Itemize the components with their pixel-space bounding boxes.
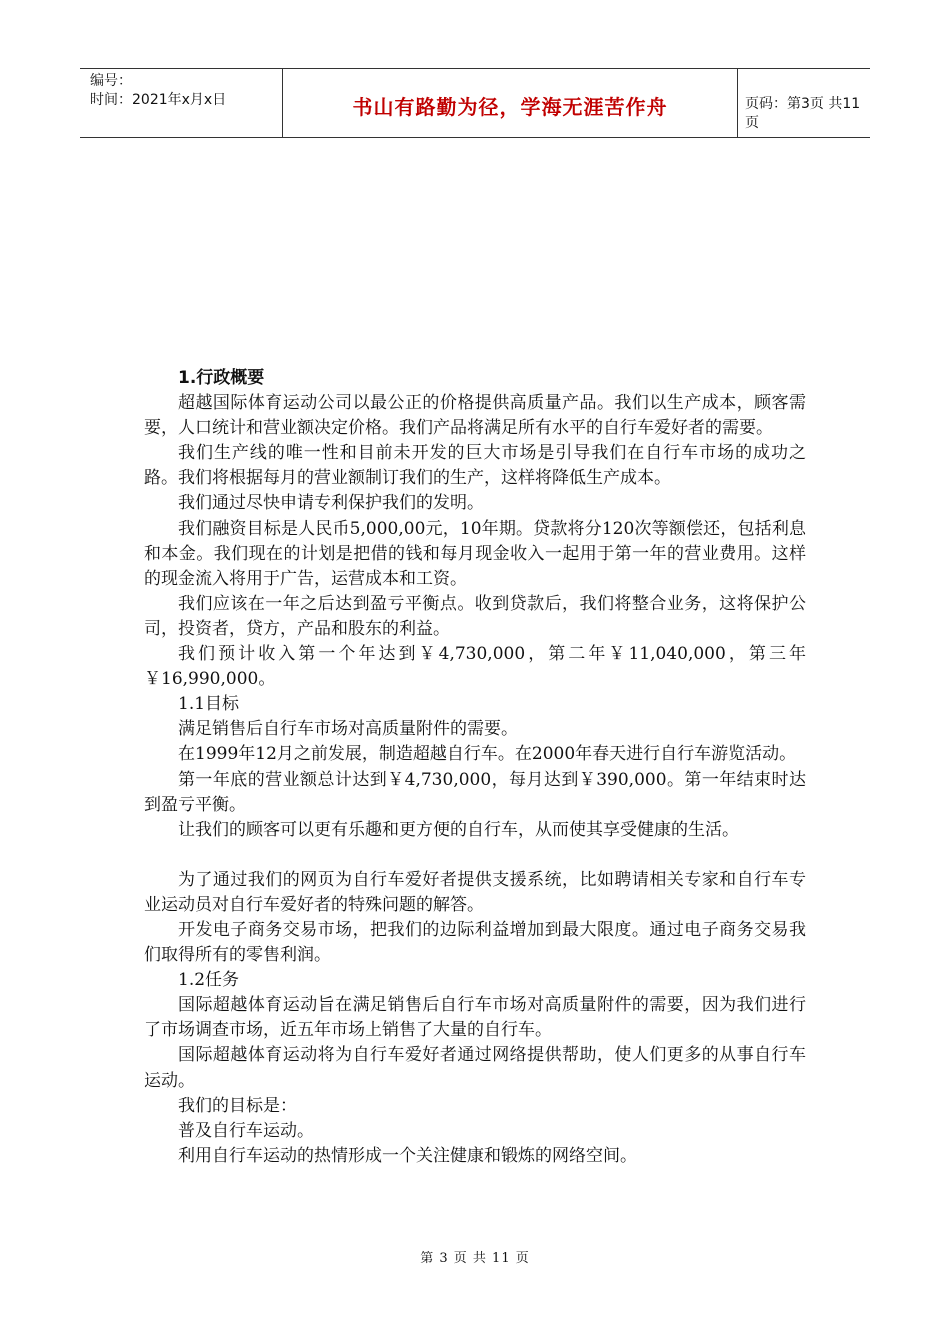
goal-item: 满足销售后自行车市场对高质量附件的需要。: [178, 719, 518, 740]
task-item: 国际超越体育运动将为自行车爱好者通过网络提供帮助，使人们更多的从事自行车运动。: [144, 1045, 806, 1091]
subsection-heading: 1.2任务: [178, 970, 240, 991]
paragraph: 我们预计收入第一个年达到￥4,730,000，第二年￥11,040,000，第三年￥16,990,000。: [144, 644, 806, 690]
goal-item: 开发电子商务交易市场，把我们的边际利益增加到最大限度。通过电子商务交易我们取得所有的零售利润。: [144, 919, 806, 966]
goal-item: 让我们的顾客可以更有乐趣和更方便的自行车，从而使其享受健康的生活。: [178, 819, 739, 840]
paragraph: 超越国际体育运动公司以最公正的价格提供高质量产品。我们以生产成本，顾客需要，人口统计和营业额决定价格。我们产品将满足所有水平的自行车爱好者的需要。: [144, 393, 806, 439]
paragraph: 我们应该在一年之后达到盈亏平衡点。收到贷款后，我们将整合业务，这将保护公司，投资者，贷方，产品和股东的利益。: [144, 593, 806, 639]
subsection-heading: 1.1目标: [178, 694, 240, 715]
goal-item: 在1999年12月之前发展，制造超越自行车。在2000年春天进行自行车游览活动。: [178, 744, 797, 765]
page-info: 页码：第3页 共11页: [745, 96, 861, 131]
paragraph: 我们通过尽快申请专利保护我们的发明。: [178, 493, 484, 514]
goal-item: 为了通过我们的网页为自行车爱好者提供支援系统，比如聘请相关专家和自行车专业运动员对自行车爱好者的特殊问题的解答。: [144, 869, 806, 915]
document-body: [144, 366, 806, 1169]
motto-text: 书山有路勤为径，学海无涯苦作舟: [352, 95, 668, 119]
task-item: 我们的目标是：: [178, 1095, 297, 1116]
page-footer: 第 3 页 共 11 页: [420, 1251, 530, 1266]
task-item: 普及自行车运动。: [178, 1120, 314, 1141]
header-page-cell: [737, 69, 870, 137]
task-item: 国际超越体育运动旨在满足销售后自行车市场对高质量附件的需要，因为我们进行了市场调查市场，近五年市场上销售了大量的自行车。: [144, 995, 806, 1041]
page-header: [80, 68, 870, 138]
doc-number-label: 编号：: [90, 73, 132, 89]
header-motto-cell: [282, 69, 738, 137]
header-meta-cell: [80, 69, 282, 137]
paragraph-gap: [144, 843, 806, 868]
paragraph: 我们融资目标是人民币5,000,00元，10年期。贷款将分120次等额偿还，包括利息和本金。我们现在的计划是把借的钱和每月现金收入一起用于第一年的营业费用。这样的现金流入将用于广告，运营成本和工资。: [144, 518, 806, 589]
date-label: 时间：2021年x月x日: [90, 92, 227, 108]
task-item: 利用自行车运动的热情形成一个关注健康和锻炼的网络空间。: [178, 1145, 637, 1166]
goal-item: 第一年底的营业额总计达到￥4,730,000，每月达到￥390,000。第一年结束时达到盈亏平衡。: [144, 769, 806, 815]
section-heading: 1.行政概要: [178, 368, 265, 388]
paragraph: 我们生产线的唯一性和目前未开发的巨大市场是引导我们在自行车市场的成功之路。我们将根据每月的营业额制订我们的生产，这样将降低生产成本。: [144, 443, 806, 489]
